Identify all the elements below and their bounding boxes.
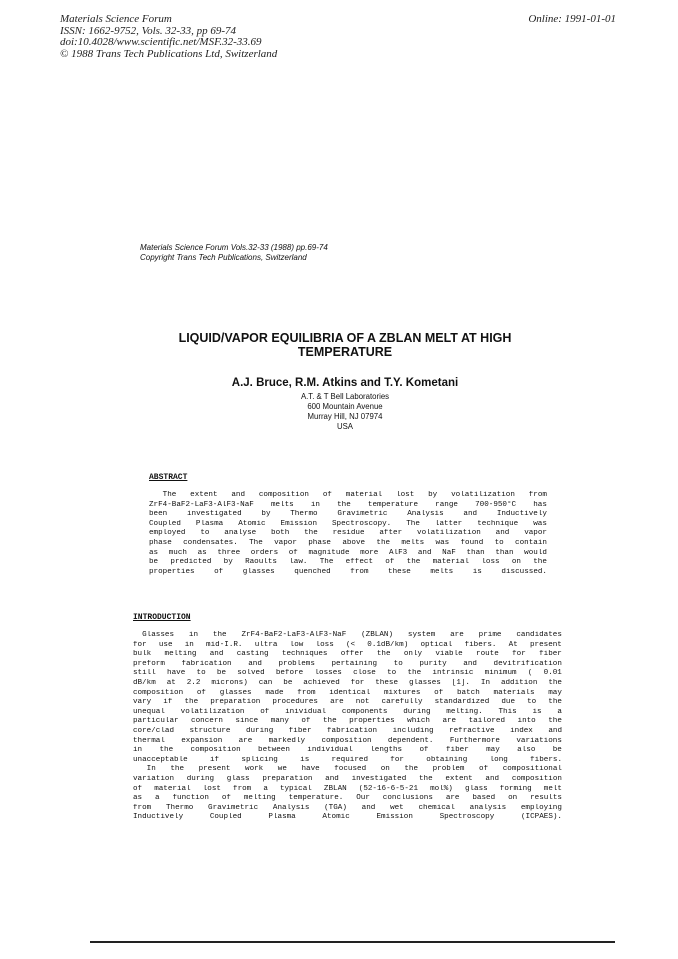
abstract-heading: ABSTRACT <box>149 473 188 482</box>
abstract-line: ZrF4-BaF2-LaF3-AlF3-NaF melts in the temperature range 700-950°C has <box>149 500 547 509</box>
abstract-line: been investigated by Thermo Gravimetric Analysis and Inductively <box>149 510 547 519</box>
intro-line: variation during glass preparation and investigated the extent and composition <box>133 774 562 783</box>
paper-title <box>150 331 540 359</box>
intro-line: dB/km at 2.2 microns) can be achieved for these glasses [1]. In addition the <box>133 678 562 687</box>
abstract-line: as much as three orders of magnitude more AlF3 and NaF than than would <box>149 548 547 557</box>
abstract-body <box>149 491 547 577</box>
source-stamp <box>140 243 328 263</box>
intro-line: particular concern since many of the properties which are tailored into the <box>133 717 562 726</box>
intro-line: for use in mid-I.R. ultra low loss (< 0.1dB/km) optical fibers. At present <box>133 640 562 649</box>
abstract-line: be predicted by Raoults law. The effect of the material loss on the <box>149 558 547 567</box>
intro-line: core/clad structure during fiber fabrication including refractive index and <box>133 726 562 735</box>
intro-line: as a function of melting temperature. Our conclusions are based on results <box>133 794 562 803</box>
intro-line: from Thermo Gravimetric Analysis (TGA) and wet chemical analysis employing <box>133 803 562 812</box>
affiliation-street: 600 Mountain Avenue <box>307 402 383 411</box>
abstract-line: Coupled Plasma Atomic Emission Spectroscopy. The latter technique was <box>149 519 547 528</box>
affiliation-country: USA <box>336 422 354 431</box>
intro-line: Glasses in the ZrF4-BaF2-LaF3-AlF3-NaF (ZBLAN) system are prime candidates <box>133 631 562 639</box>
journal-doi: doi:10.4028/www.scientific.net/MSF.32-33.69 <box>60 36 262 48</box>
title-line-1: LIQUID/VAPOR EQUILIBRIA OF A ZBLAN MELT AT HIGH <box>178 331 512 345</box>
intro-line: Inductively Coupled Plasma Atomic Emission Spectroscopy (ICPAES). <box>133 813 562 822</box>
journal-name: Materials Science Forum <box>60 13 172 25</box>
intro-line: of material lost from a typical ZBLAN (52-16-6-5-21 mol%) glass forming melt <box>133 784 562 793</box>
abstract-line: phase condensates. The vapor phase above the melts was found to contain <box>149 538 547 547</box>
online-date: Online: 1991-01-01 <box>528 13 616 25</box>
journal-header <box>60 14 277 60</box>
abstract-line: employed to analyse both the residue after volatilization and vapor <box>149 529 547 538</box>
affiliation-org: A.T. & T Bell Laboratories <box>300 392 390 401</box>
introduction-body <box>133 631 562 823</box>
intro-line: bulk melting and casting techniques offer the only viable route for fiber <box>133 650 562 659</box>
stamp-line-2: Copyright Trans Tech Publications, Switzerland <box>140 253 307 262</box>
intro-line: thermal expansion are markedly composition dependent. Furthermore variations <box>133 736 562 745</box>
journal-issn: ISSN: 1662-9752, Vols. 32-33, pp 69-74 <box>60 24 236 37</box>
author-list: A.J. Bruce, R.M. Atkins and T.Y. Kometani <box>231 377 459 389</box>
title-line-2: TEMPERATURE <box>297 345 393 359</box>
intro-line: composition of glasses made from identical mixtures of batch materials may <box>133 688 562 697</box>
intro-line: In the present work we have focused on the problem of compositional <box>133 765 562 774</box>
stamp-line-1: Materials Science Forum Vols.32-33 (1988) pp.69-74 <box>140 243 328 252</box>
intro-line: vary if the preparation procedures are not carefully standardized due to the <box>133 698 562 707</box>
intro-line: unacceptable if splicing is required for obtaining long fibers. <box>133 755 562 764</box>
intro-line: unequal volatilization of inividual components during melting. This is a <box>133 707 562 716</box>
journal-copyright: © 1988 Trans Tech Publications Ltd, Switzerland <box>60 47 278 60</box>
intro-line: still have to be solved before losses close to the intrinsic minimum ( 0.01 <box>133 669 562 678</box>
abstract-line: properties of glasses quenched from these melts is discussed. <box>149 567 547 576</box>
page-footer-rule <box>90 941 615 943</box>
introduction-heading: INTRODUCTION <box>133 613 191 622</box>
affiliation-city: Murray Hill, NJ 07974 <box>307 412 383 421</box>
affiliation <box>150 392 540 432</box>
intro-line: in the composition between individual lengths of fiber may also be <box>133 746 562 755</box>
intro-line: preform fabrication and problems pertaining to purity and devitrification <box>133 659 562 668</box>
abstract-line: The extent and composition of material lost by volatilization from <box>149 491 547 499</box>
